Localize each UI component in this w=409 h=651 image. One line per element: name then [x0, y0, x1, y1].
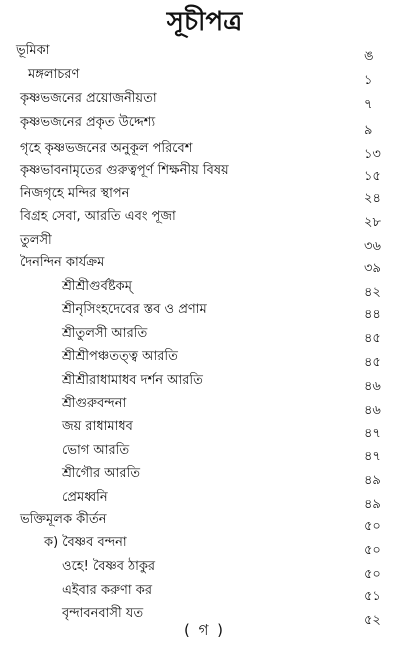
toc-entry-page: ৯ — [364, 123, 373, 138]
toc-entry-label: ওহে! বৈষ্ণব ঠাকুর — [62, 559, 156, 574]
toc-entry-page: ৪৭ — [364, 426, 381, 441]
toc-entry-page: ৫২ — [364, 613, 381, 628]
toc-entry-label: মঙ্গলাচরণ — [28, 67, 80, 82]
toc-entry-label: ক) বৈষ্ণব বন্দনা — [44, 535, 127, 550]
toc-entry-label: কৃষ্ণভজনের প্রয়োজনীয়তা — [20, 91, 157, 106]
toc-entry-page: ১ — [364, 73, 373, 88]
toc-entry-label: শ্রীতুলসী আরতি — [62, 326, 148, 341]
page-number-footer: ( গ ) — [183, 621, 226, 639]
toc-entry-label: বিগ্রহ সেবা, আরতি এবং পূজা — [20, 209, 176, 224]
toc-entry-page: ৫১ — [364, 589, 381, 604]
toc-entry-label: প্রেমধ্বনি — [62, 490, 108, 505]
toc-entry-page: ২৮ — [364, 215, 381, 230]
toc-entry-page: ৪৯ — [364, 497, 381, 512]
toc-entry-page: ৫০ — [364, 567, 381, 582]
toc-entry-page: ৪৬ — [364, 403, 381, 418]
toc-entry-label: নিজগৃহে মন্দির স্থাপন — [20, 186, 130, 201]
toc-entry-label: বৃন্দাবনবাসী যত — [62, 606, 144, 621]
toc-entry-page: ঙ — [364, 49, 374, 64]
toc-entry-label: শ্রীনৃসিংহদেবের স্তব ও প্রণাম — [62, 302, 207, 317]
toc-entry-page: ৪৯ — [364, 473, 381, 488]
toc-entry-label: কৃষ্ণভাবনামৃতের গুরুত্বপূর্ণ শিক্ষনীয় বিষয় — [20, 163, 229, 178]
toc-entry-page: ৫০ — [364, 519, 381, 534]
toc-entry-label: শ্রীগুরুবন্দনা — [62, 396, 127, 411]
toc-entry-page: ৪৫ — [364, 331, 381, 346]
toc-entry-label: কৃষ্ণভজনের প্রকৃত উদ্দেশ্য — [20, 115, 156, 130]
toc-entry-label: গৃহে কৃষ্ণভজনের অনুকূল পরিবেশ — [20, 141, 193, 156]
toc-entry-page: ৪২ — [364, 285, 381, 300]
toc-entry-page: ১৫ — [364, 169, 381, 184]
toc-entry-page: ৪৪ — [364, 307, 381, 322]
toc-entry-label: ভক্তিমূলক কীর্তন — [20, 512, 107, 527]
toc-entry-label: দৈনন্দিন কার্যক্রম — [20, 255, 105, 270]
toc-entry-label: শ্রীশ্রীগুর্বষ্টকম্‌ — [62, 279, 132, 294]
toc-entry-label: শ্রীশ্রীপঞ্চতত্ত্ব আরতি — [62, 349, 178, 364]
toc-entry-page: ৩৯ — [364, 261, 381, 276]
page-title: সূচীপত্র — [166, 7, 243, 37]
toc-entry-label: শ্রীশ্রীরাধামাধব দর্শন আরতি — [62, 373, 203, 388]
toc-entry-label: জয় রাধামাধব — [62, 419, 133, 434]
toc-entry-page: ২৪ — [364, 191, 381, 206]
toc-entry-page: ৩৬ — [364, 239, 381, 254]
toc-entry-page: ৪৭ — [364, 449, 381, 464]
toc-entry-label: ভূমিকা — [16, 43, 50, 58]
toc-entry-page: ৪৬ — [364, 379, 381, 394]
toc-entry-label: তুলসী — [20, 233, 52, 248]
toc-entry-page: ৪৫ — [364, 355, 381, 370]
toc-entry-label: শ্রীগৌর আরতি — [62, 466, 141, 481]
toc-entry-page: ৫০ — [364, 543, 381, 558]
toc-entry-label: ভোগ আরতি — [62, 443, 130, 458]
toc-entry-page: ৭ — [364, 97, 373, 112]
toc-entry-page: ১৩ — [364, 147, 381, 162]
toc-entry-label: এইবার করুণা কর — [62, 583, 153, 598]
